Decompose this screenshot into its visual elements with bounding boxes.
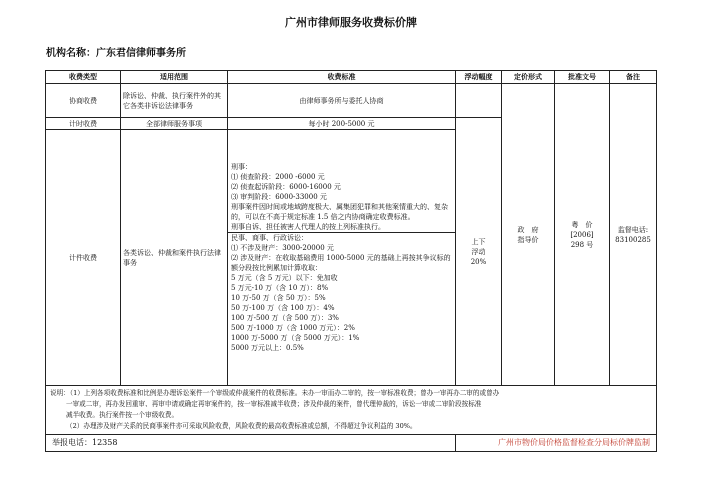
cell-scope-hourly: 全部律师服务事项: [121, 118, 228, 130]
footer-row: [46, 435, 657, 452]
civil-line: 50 万-100 万（含 100 万）：4%: [231, 304, 335, 312]
criminal-line: 刑事自诉、担任被害人代理人的按上列标准执行。: [231, 223, 385, 231]
table-header-row: [46, 71, 657, 84]
note-line: 减半收费。执行案件按一个审级收费。: [66, 411, 179, 419]
pricing-form-line: 指导价: [517, 235, 539, 244]
civil-line: ⑴ 不涉及财产：3000-20000 元: [231, 244, 334, 252]
cell-scope-per-case: 各类诉讼、仲裁和案件执行法律事务: [121, 130, 228, 386]
note-line: 一审或二审，再办发回重审、再审申请或确定再审案件的，按一审标准减半收费；涉及仲裁的案件，曾代理仲裁的，诉讼一审或二审阶段按标准: [66, 400, 482, 408]
cell-type-per-case: 计件收费: [46, 130, 121, 386]
civil-line: 500 万-1000 万（含 1000 万元）：2%: [231, 324, 355, 332]
remark-line: 83100285: [615, 235, 651, 244]
report-phone: 举报电话：12358: [46, 435, 456, 452]
criminal-line: ⑴ 侦查阶段：2000 -6000 元: [231, 173, 325, 181]
note-line: 说明：（1）上列各项收费标准和比例是办理诉讼案件一个审级或仲裁案件的收费标准。未办一审而办二审的，按一审标准收费；曾办一审再办二审的或曾办: [50, 389, 500, 397]
civil-line: 5 万元（含 5 万元）以下：免加收: [231, 274, 338, 282]
approval-line: [2006]: [570, 230, 594, 239]
float-line: 浮动: [471, 247, 486, 256]
criminal-line: 刑事案件因时间或地域跨度极大、属集团犯罪和其他案情重大的、复杂的，可以在不高于规定标准 1.5 倍之内协商确定收费标准。: [231, 203, 448, 221]
cell-pricing-form: [502, 84, 555, 386]
civil-line: 1000 万-5000 万（含 5000 万元）：1%: [231, 334, 360, 342]
remark-line: 监督电话:: [617, 225, 649, 234]
cell-float-negotiated: [456, 84, 502, 118]
fee-table: [45, 70, 657, 452]
col-header-standard: 收费标准: [228, 71, 456, 84]
approval-line: 298 号: [570, 240, 594, 249]
col-header-approval: 批准文号: [555, 71, 610, 84]
table-row: [46, 84, 657, 118]
float-line: 上下: [471, 237, 486, 246]
col-header-remark: 备注: [610, 71, 657, 84]
float-line: 20%: [470, 257, 487, 266]
civil-section: [228, 232, 455, 353]
cell-remark: [610, 84, 657, 386]
col-header-type: 收费类型: [46, 71, 121, 84]
civil-line: ⑵ 涉及财产：在收取基础费用 1000-5000 元的基础上再按其争议标的额分段按比例累加计算收取：: [231, 254, 451, 272]
criminal-line: 刑事：: [231, 163, 252, 171]
pricing-form-line: 政 府: [517, 225, 539, 234]
civil-line: 民事、商事、行政诉讼：: [231, 234, 308, 242]
criminal-line: ⑶ 审判阶段：6000-33000 元: [231, 193, 327, 201]
note-line: （2）办理涉及财产关系的民商事案件亦可采取风险收费，风险收费的最高收费标准或总额，不得超过争议利益的 30%。: [66, 422, 417, 430]
cell-standard-per-case: [228, 130, 456, 386]
civil-line: 10 万-50 万（含 50 万）：5%: [231, 294, 326, 302]
page-title: 广州市律师服务收费标价牌: [285, 16, 417, 29]
col-header-pricing-form: 定价形式: [502, 71, 555, 84]
cell-standard-hourly: 每小时 200-5000 元: [228, 118, 456, 130]
col-header-scope: 适用范围: [121, 71, 228, 84]
cell-float-range: [456, 118, 502, 386]
notes-row: [46, 386, 657, 435]
cell-scope-negotiated: 除诉讼、仲裁、执行案件外的其它各类非诉讼法律事务: [121, 84, 228, 118]
cell-standard-negotiated: 由律师事务所与委托人协商: [228, 84, 456, 118]
notes-cell: [46, 386, 657, 435]
criminal-line: ⑵ 侦查起诉阶段：6000-16000 元: [231, 183, 341, 191]
civil-line: 5000 万元以上：0.5%: [231, 344, 304, 352]
civil-line: 5 万元-10 万（含 10 万）：8%: [231, 284, 329, 292]
cell-type-hourly: 计时收费: [46, 118, 121, 130]
cell-approval-number: [555, 84, 610, 386]
organization-name: 机构名称：广东君信律师事务所: [46, 48, 186, 59]
col-header-float: 浮动幅度: [456, 71, 502, 84]
supervisor-text: 广州市物价局价格监督检查分局标价牌监制: [456, 435, 657, 452]
cell-type-negotiated: 协商收费: [46, 84, 121, 118]
civil-line: 100 万-500 万（含 500 万）：3%: [231, 314, 339, 322]
approval-line: 粤 价: [571, 220, 593, 229]
